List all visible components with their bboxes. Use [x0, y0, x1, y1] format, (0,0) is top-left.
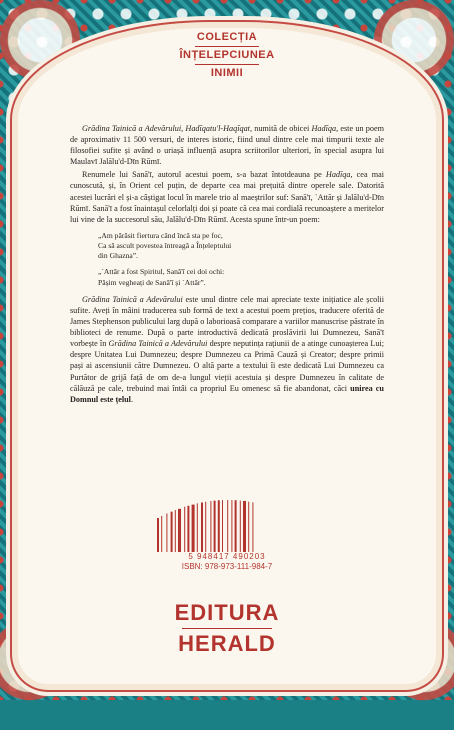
barcode-bar	[184, 507, 185, 552]
barcode-bar	[197, 503, 198, 552]
quote-line: din Ghazna”.	[98, 251, 139, 261]
series-label-rule-2	[195, 64, 259, 65]
quote-line: Pășim vegheați de Sanā'ī și `Attār”.	[98, 277, 206, 287]
barcode-bar	[166, 513, 167, 552]
title-italic: Grădina Tainică a Adevărului, Hadīqatu'l-Haqīqat	[82, 124, 250, 133]
barcode-bar	[243, 501, 246, 552]
paragraph-3	[70, 294, 384, 405]
barcode-bar	[218, 500, 220, 552]
barcode-block	[153, 494, 301, 590]
bold-emphasis: unirea cu Domnul este țelul	[70, 383, 384, 404]
barcode-bar	[210, 501, 211, 552]
title-italic: Hadīqa	[311, 124, 337, 133]
publisher-rule	[182, 628, 272, 629]
quote-line: Ca să ascult povestea întreagă a Înțeleptului	[98, 241, 232, 251]
barcode-digits: 5 948417 490203	[188, 552, 266, 561]
text-span: despre neputința rațiunii de a atinge cunoașterea Lui; despre Unitatea Lui Dumnezeu; despre Dumnezeu ca Primă Cauză și Creator; despre primii pași ai ascensiunii către Dumnezeu. O altă parte a textului îi este dedicată Lui Dumnezeu ca Purtător de grijă față de om de-a lungul vieții acestuia și despre Dumnezeu în calitate de călăuză pe cale, trebuind mai întâi ca propriul Eu omenesc să fie abandonat, căci	[70, 339, 385, 393]
barcode-bar	[161, 516, 162, 552]
barcode-bar	[178, 509, 181, 552]
text-span: Renumele lui Sanā'ī, autorul acestui poem, s-a bazat întotdeauna pe	[82, 170, 326, 180]
barcode-bar	[227, 500, 228, 552]
text-span: , cea mai cunoscută, și, în Orient cel puțin, de departe cea mai prețuită dintre operele sale. Datorită acestei lucrări el și-a câștigat locul în marele trio al maeștrilor suf: Sanā'ī, `Attār și Jalālu'd-Dīn Rūmī. Sanā'ī a fost înaintașul celorlalți doi și poate că cea mai cordială recunoaștere a meritelor lui vine de la succesorul său, Jalālu'd-Dīn Rūmī. Acesta spune într-un poem:	[70, 170, 385, 224]
barcode-bar	[171, 512, 173, 552]
barcode-bar	[235, 500, 237, 552]
title-italic: Grădina Tainică a Adevărului	[82, 294, 183, 304]
text-span: este unul dintre cele mai apreciate texte inițiatice ale școlii sufite. Aveți în mâini traducerea sub formă de text a acestui poem prețios, traducere oferită de James Stephenson publicului larg după o laborioasă comparare a variilor manuscrise păstrate în biblioteci de renume. După o parte introductivă dedicată proslăvirii lui Dumnezeu, Sanā'ī vorbește în	[70, 294, 384, 349]
paragraph-1	[70, 123, 384, 167]
barcode-bar	[222, 500, 223, 552]
barcode-bar	[240, 501, 241, 552]
barcode-bar	[192, 505, 195, 552]
quote-line: „`Attār a fost Spiritul, Sanā'ī cei doi ochi:	[98, 267, 225, 277]
series-label-line3: INIMII	[210, 67, 244, 79]
series-label-line2: ÎNȚELEPCIUNEA	[179, 49, 275, 61]
barcode	[153, 494, 301, 552]
barcode-bar	[248, 502, 249, 552]
barcode-bar	[231, 500, 232, 552]
barcode-bar	[201, 502, 203, 552]
publisher-logo	[150, 600, 304, 657]
text-span: , numită de obicei	[249, 124, 312, 133]
barcode-bar	[187, 506, 189, 552]
barcode-bar	[175, 510, 176, 552]
quote-1	[98, 231, 384, 262]
barcode-bar	[205, 502, 206, 552]
quote-line: „Am părăsit fiertura când încă sta pe foc,	[98, 230, 223, 240]
publisher-line2: HERALD	[178, 631, 276, 656]
series-label-line1: COLECȚIA	[196, 31, 258, 43]
publisher-line1: EDITURA	[174, 600, 280, 625]
barcode-bar	[252, 502, 253, 552]
series-label	[163, 30, 291, 110]
isbn-number: ISBN: 978-973-111-984-7	[181, 562, 273, 571]
barcode-bar	[157, 518, 159, 552]
title-italic: Hadīqa	[325, 170, 351, 180]
paragraph-2	[70, 169, 384, 224]
text-span: .	[130, 394, 133, 404]
title-italic: Grădina Tainică a Adevărului	[108, 339, 208, 349]
series-label-rule	[195, 46, 259, 47]
text-span: , este un poem de aproximativ 11 500 versuri, de interes istoric, fiind unul dintre cele mai timpurii texte ale filosofiei sufite și având o uriașă influență asupra scriitorilor ulteriori, în special asupra lui Maulavī Jalālu'd-Dīn Rūmī.	[70, 124, 384, 167]
quote-2	[98, 267, 384, 287]
back-cover-text	[70, 123, 384, 407]
barcode-bar	[214, 501, 216, 552]
